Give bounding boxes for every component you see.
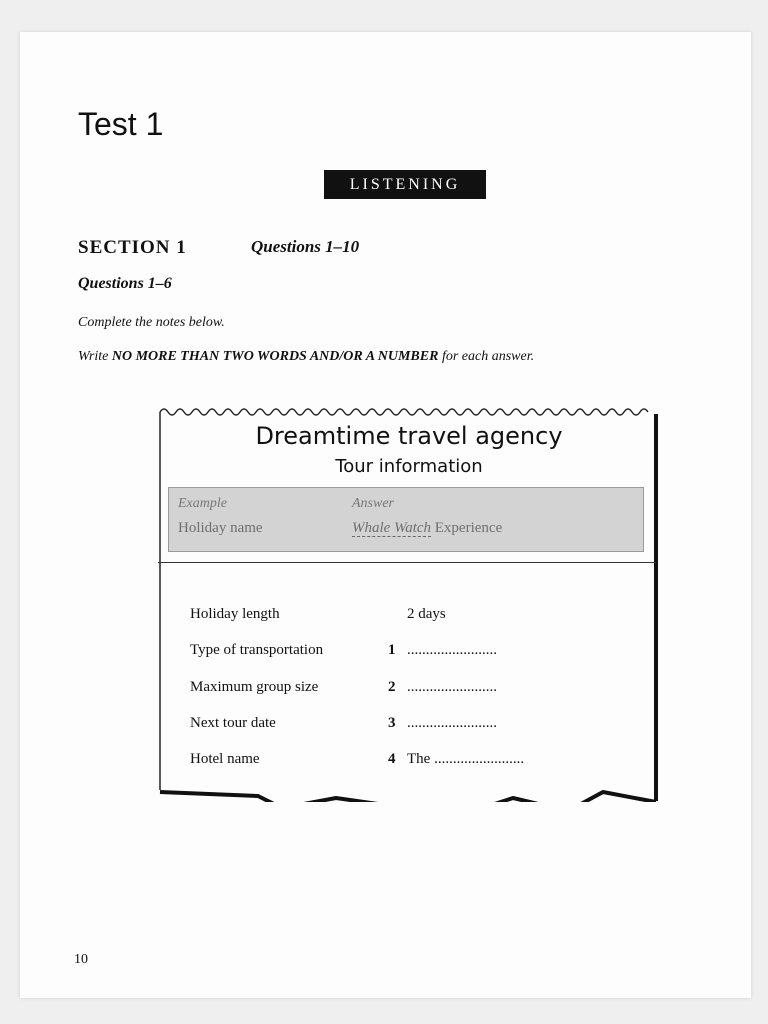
instruction-complete-notes: Complete the notes below. (78, 315, 225, 330)
example-answer-rest: Experience (434, 520, 503, 536)
listening-banner: LISTENING (324, 170, 486, 199)
example-box (168, 487, 644, 552)
notes-row (190, 606, 650, 628)
row-answer-blank: The ........................ (407, 751, 525, 767)
example-label: Example (178, 496, 227, 511)
notes-row (190, 715, 650, 737)
instruction-word-limit (78, 349, 534, 365)
row-answer-blank: ........................ (407, 642, 497, 658)
notes-panel (158, 406, 660, 802)
row-label: Maximum group size (190, 679, 319, 695)
row-number: 1 (388, 642, 396, 658)
instruction-suffix: for each answer. (441, 349, 535, 364)
answer-label: Answer (352, 496, 394, 511)
test-title: Test 1 (78, 106, 164, 142)
row-number: 3 (388, 715, 396, 731)
page-number: 10 (74, 952, 88, 967)
section-questions: Questions 1–10 (251, 237, 360, 256)
row-answer: 2 days (407, 606, 446, 622)
row-answer-blank: ........................ (407, 679, 497, 695)
notes-row (190, 679, 650, 701)
separator-line (158, 562, 656, 563)
instruction-bold: NO MORE THAN TWO WORDS AND/OR A NUMBER (111, 349, 439, 364)
row-answer-blank: ........................ (407, 715, 497, 731)
row-label: Next tour date (190, 715, 276, 731)
row-label: Hotel name (190, 751, 260, 767)
example-answer (352, 520, 502, 537)
agency-title: Dreamtime travel agency (255, 422, 563, 450)
section-label: SECTION 1 (78, 237, 187, 258)
row-label: Type of transportation (190, 642, 324, 658)
sub-questions-heading: Questions 1–6 (78, 275, 172, 292)
document-page (20, 32, 751, 998)
example-field: Holiday name (178, 520, 263, 536)
notes-row (190, 751, 650, 773)
instruction-prefix: Write (78, 349, 109, 364)
agency-subtitle: Tour information (335, 456, 483, 477)
example-answer-italic: Whale Watch (352, 520, 432, 536)
row-number: 2 (388, 679, 396, 695)
row-label: Holiday length (190, 606, 280, 622)
notes-row (190, 642, 650, 664)
row-number: 4 (388, 751, 396, 767)
